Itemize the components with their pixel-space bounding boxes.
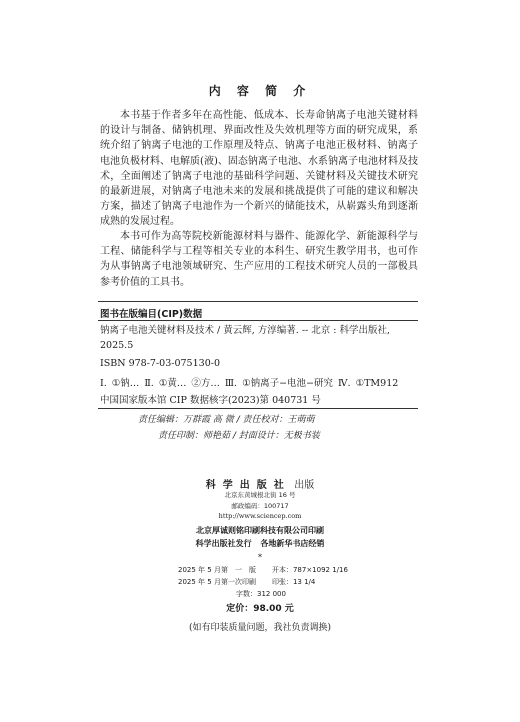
editor-credits: 责任编辑：万群霞 高 微 / 责任校对：王萌萌 [138,415,315,425]
publisher-name-suffix: 出版 [294,480,315,491]
edition-text: 2025 年 5 月第 一 版 [178,566,256,574]
summary-heading: 内 容 简 介 [208,84,312,98]
printing-text: 2025 年 5 月第一次印刷 [178,578,256,586]
summary-paragraph-1: 本书基于作者多年在高性能、低成本、长寿命钠离子电池关键材料的设计与制备、储钠机理、界面改性及失效机理等方面的研究成果，系统介绍了钠离子电池的工作原理及特点、钠离子电池正极材料、钠离子电池负极材料、电解质(液)、固态钠离子电池、水系钠离子电池材料及技术，全面阐述了钠离子电池的基础科学问题、关键材料及关键技术研究的最新进展，对钠离子电池未来的发展和挑战提供了可能的建议和解决方案，描述了钠离子电池作为一个新兴的储能技术，从崭露头角到逐渐成熟的发展过程。 [100,110,418,228]
price-line: 定价：98.00 元 [226,604,294,614]
cip-bottom-rule [98,408,418,409]
cip-description: 钠离子电池关键材料及技术 / 黄云辉, 方淳编著. -- 北京 : 科学出版社, 2025.5 [100,325,391,351]
publisher-postcode: 邮政编码：100717 [231,502,289,510]
summary-paragraph-2: 本书可作为高等院校新能源材料与器件、能源化学、新能源科学与工程、储能科学与工程等相关专业的本科生、研究生教学用书，也可作为从事钠离子电池领域研究、生产应用的工程技术研究人员的一部极具参考价值的工具书。 [100,231,418,288]
cip-classification: Ⅰ. ①钠… Ⅱ. ①黄… ②方… Ⅲ. ①钠离子−电池−研究 Ⅳ. ①TM912 [100,378,399,389]
publisher-name [0,476,520,491]
publisher-name-text: 科学出版社 [205,480,291,491]
cip-title: 图书在版编目(CIP)数据 [100,309,203,320]
printing-row [178,577,315,587]
cip-top-rule [98,301,418,302]
quality-notice: (如有印装质量问题，我社负责调换) [188,623,332,633]
edition-row [178,565,348,575]
format-text: 开本：787×1092 1/16 [271,566,348,574]
cip-isbn: ISBN 978-7-03-075130-0 [100,358,220,369]
publisher-website: http://www.sciencep.com [218,512,302,520]
publisher-address: 北京东黄城根北街 16 号 [224,491,296,499]
cip-title-rule [98,320,418,321]
cip-record-number: 中国国家版本馆 CIP 数据核字(2023)第 040731 号 [100,395,321,406]
sheets-text: 印张：13 1/4 [271,578,316,586]
production-credits: 责任印制：师艳茹 / 封面设计：无极书装 [158,431,320,441]
distributor-line: 科学出版社发行 各地新华书店经销 [195,539,325,548]
separator-star: * [258,553,262,562]
word-count: 字数：312 000 [236,590,286,598]
printer-line: 北京厚诚则铭印刷科技有限公司印刷 [196,526,324,535]
